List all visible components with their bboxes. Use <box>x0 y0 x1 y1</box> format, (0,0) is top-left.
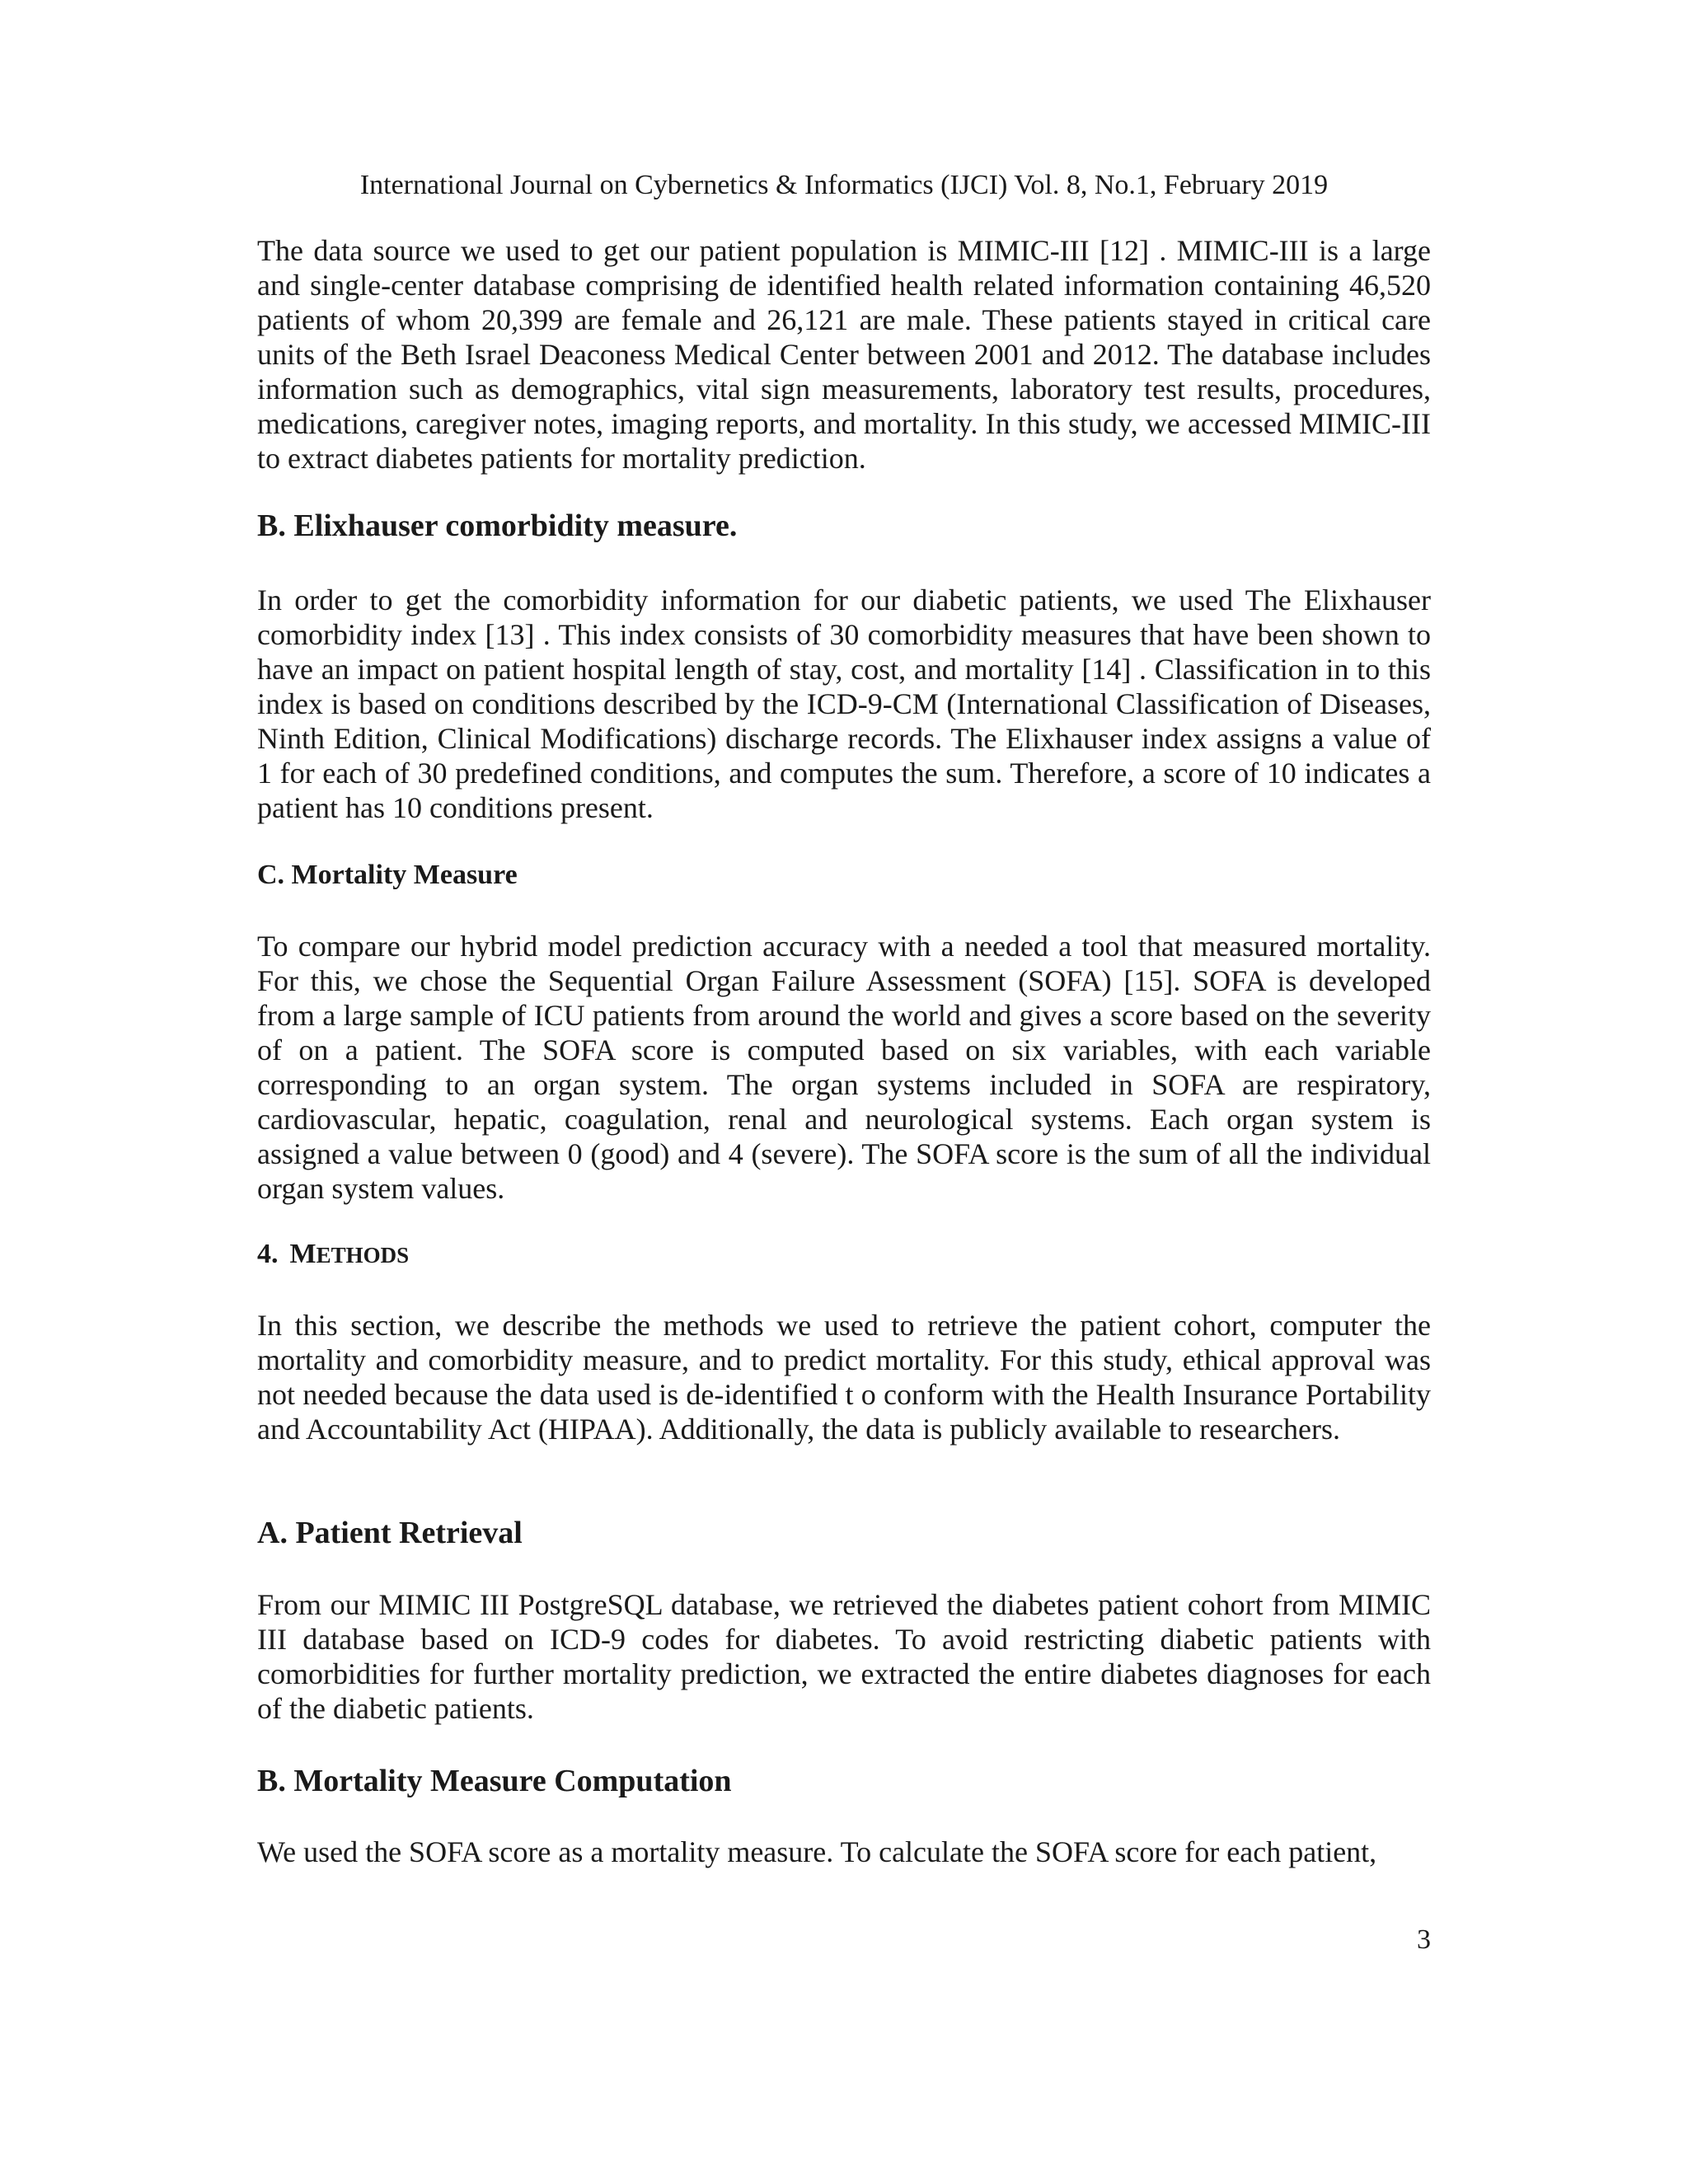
paragraph-elixhauser: In order to get the comorbidity information for our diabetic patients, we used The Elixhauser comorbidity index [13] . This index consists of 30 comorbidity measures that have been shown to have an impact on patient hospital length of stay, cost, and mortality [14] . Classification in to this index is based on conditions described by the ICD-9-CM (International Classification of Diseases, Ninth Edition, Clinical Modifications) discharge records. The Elixhauser index assigns a value of 1 for each of 30 predefined conditions, and computes the sum. Therefore, a score of 10 indicates a patient has 10 conditions present. <box>257 583 1431 824</box>
heading-methods <box>257 1238 409 1272</box>
paragraph-mortality-measure: To compare our hybrid model prediction accuracy with a needed a tool that measured mortality. For this, we chose the Sequential Organ Failure Assessment (SOFA) [15]. SOFA is developed from a large sample of ICU patients from around the world and gives a score based on the severity of on a patient. The SOFA score is computed based on six variables, with each variable corresponding to an organ system. The organ systems included in SOFA are respiratory, cardiovascular, hepatic, coagulation, renal and neurological systems. Each organ system is assigned a value between 0 (good) and 4 (severe). The SOFA score is the sum of all the individual organ system values. <box>257 930 1431 1205</box>
heading-mortality-measure: C. Mortality Measure <box>257 860 518 890</box>
paragraph-data-source: The data source we used to get our patient population is MIMIC-III [12] . MIMIC-III is a large and single-center database comprising de identified health related information containing 46,520 patients of whom 20,399 are female and 26,121 are male. These patients stayed in critical care units of the Beth Israel Deaconess Medical Center between 2001 and 2012. The database includes information such as demographics, vital sign measurements, laboratory test results, procedures, medications, caregiver notes, imaging reports, and mortality. In this study, we accessed MIMIC-III to extract diabetes patients for mortality prediction. <box>257 234 1431 475</box>
methods-number: 4. <box>257 1239 279 1269</box>
paragraph-patient-retrieval: From our MIMIC III PostgreSQL database, we retrieved the diabetes patient cohort from MIMIC III database based on ICD-9 codes for diabetes. To avoid restricting diabetic patients with comorbidities for further mortality prediction, we extracted the entire diabetes diagnoses for each of the diabetic patients. <box>257 1588 1431 1725</box>
paragraph-methods: In this section, we describe the methods we used to retrieve the patient cohort, computer the mortality and comorbidity measure, and to predict mortality. For this study, ethical approval was not needed because the data used is de-identified t o conform with the Health Insurance Portability and Accountability Act (HIPAA). Additionally, the data is publicly available to researchers. <box>257 1309 1431 1446</box>
page-number: 3 <box>1417 1924 1431 1955</box>
paragraph-computation: We used the SOFA score as a mortality measure. To calculate the SOFA score for each patient, <box>257 1835 1377 1868</box>
methods-rest: ETHODS <box>316 1243 410 1268</box>
heading-patient-retrieval: A. Patient Retrieval <box>257 1516 523 1550</box>
heading-elixhauser: B. Elixhauser comorbidity measure. <box>257 509 738 543</box>
methods-initial: M <box>289 1239 316 1269</box>
running-header: International Journal on Cybernetics & Informatics (IJCI) Vol. 8, No.1, February 2019 <box>359 170 1329 200</box>
heading-computation: B. Mortality Measure Computation <box>257 1764 732 1798</box>
